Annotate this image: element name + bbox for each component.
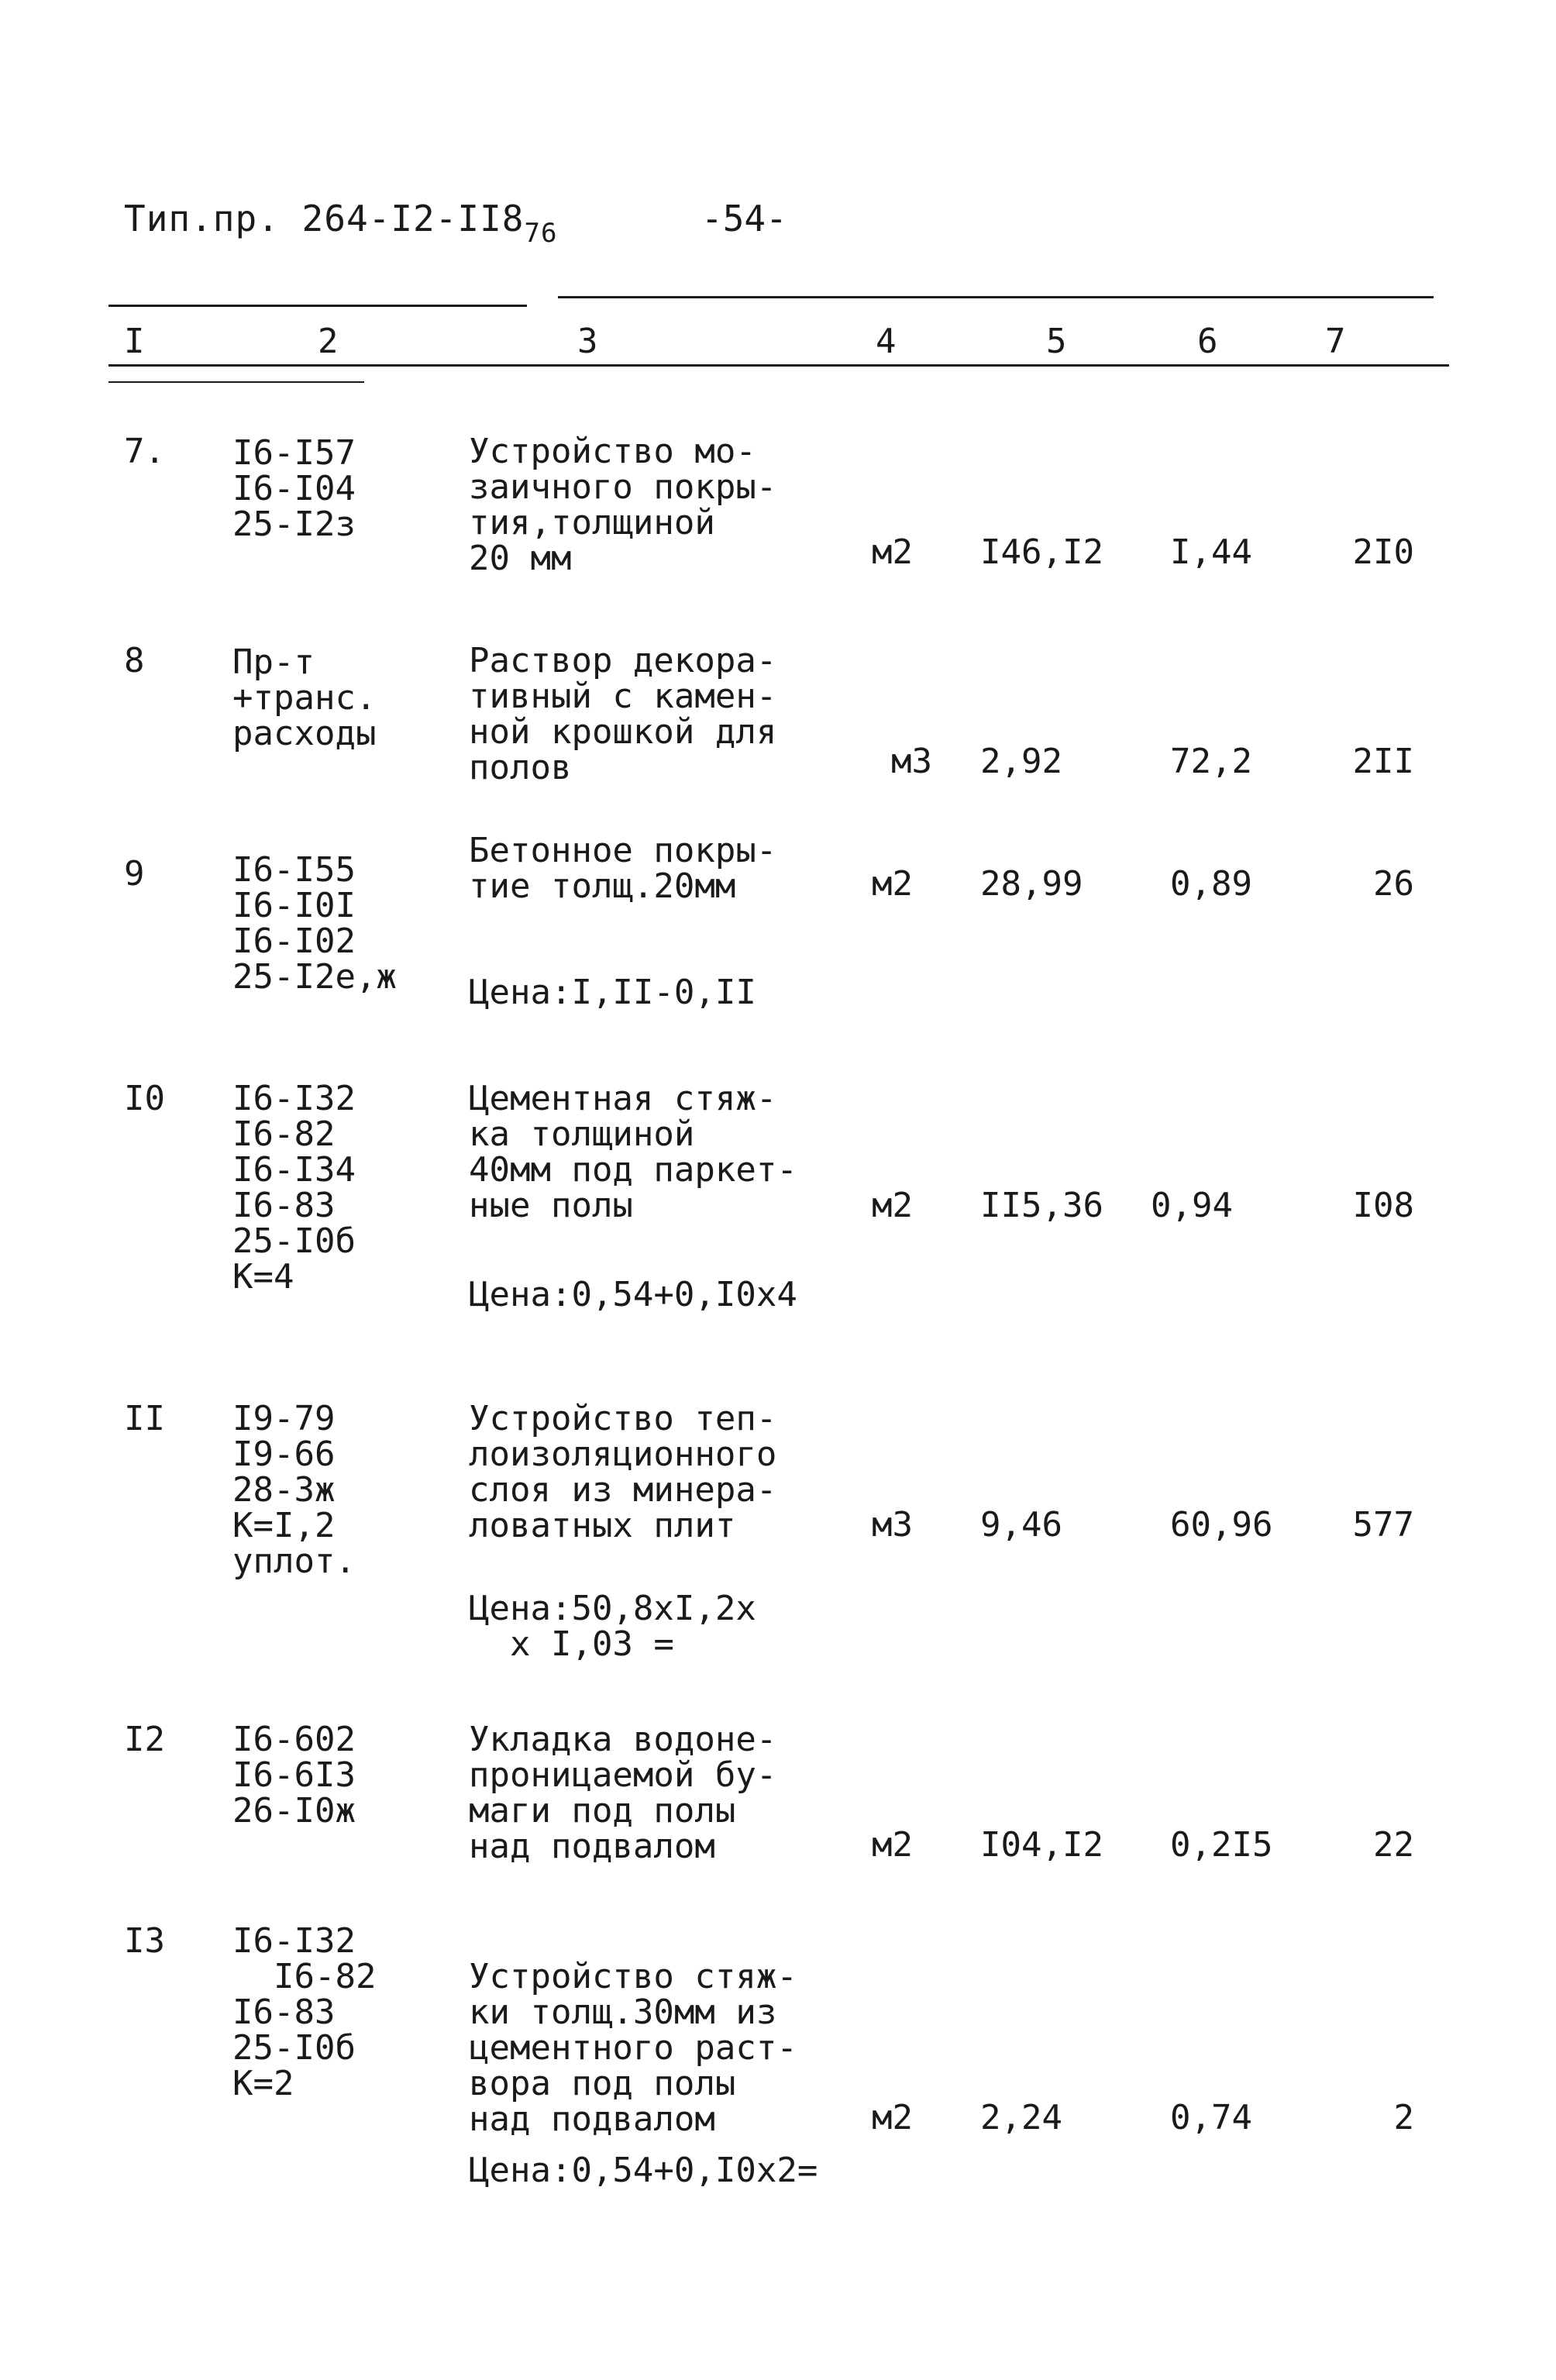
row-number: 9 bbox=[124, 854, 145, 894]
row-description: Раствор декора- тивный с камен- ной крошкой для полов bbox=[469, 641, 777, 787]
row-total: I08 bbox=[1352, 1186, 1414, 1225]
document-title-sub: 76 bbox=[524, 218, 558, 249]
row-description: Укладка водоне- проницаемой бу- маги под полы над подвалом bbox=[469, 1720, 777, 1866]
row-unit: м2 bbox=[872, 2098, 913, 2137]
column-number-5: 5 bbox=[1046, 322, 1067, 361]
table-top-rule-left bbox=[108, 305, 527, 307]
row-price-note: Цена:0,54+0,I0х2= bbox=[469, 2151, 818, 2190]
row-quantity: 2,92 bbox=[980, 742, 1062, 781]
row-price-note: Цена:50,8хI,2х х I,03 = bbox=[469, 1589, 756, 1664]
row-quantity: 2,24 bbox=[980, 2098, 1062, 2137]
row-unit-price: 0,74 bbox=[1170, 2098, 1252, 2137]
row-description: Цементная стяж- ка толщиной 40мм под паркет- ные полы bbox=[469, 1079, 797, 1225]
page-header bbox=[124, 198, 558, 249]
column-number-7: 7 bbox=[1325, 322, 1346, 361]
row-total: 22 bbox=[1373, 1825, 1414, 1865]
row-unit-price: 72,2 bbox=[1170, 742, 1252, 781]
row-number: I0 bbox=[124, 1079, 165, 1118]
row-price-note: Цена:I,II-0,II bbox=[469, 973, 756, 1012]
row-codes: I6-602 I6-6I3 26-I0ж bbox=[232, 1720, 356, 1831]
row-description: Устройство стяж- ки толщ.30мм из цементного раст- вора под полы над подвалом bbox=[469, 1957, 797, 2139]
row-number: 7. bbox=[124, 432, 165, 471]
row-unit-price: 0,2I5 bbox=[1170, 1825, 1273, 1865]
row-unit-price: I,44 bbox=[1170, 532, 1252, 572]
row-quantity: 9,46 bbox=[980, 1505, 1062, 1545]
row-total: 2II bbox=[1352, 742, 1414, 781]
column-number-4: 4 bbox=[876, 322, 897, 361]
row-codes: I6-I57 I6-I04 25-I2з bbox=[232, 433, 356, 544]
row-unit: м3 bbox=[891, 742, 932, 781]
row-unit: м2 bbox=[872, 1186, 913, 1225]
row-unit-price: 60,96 bbox=[1170, 1505, 1273, 1545]
table-header-rule-short bbox=[108, 381, 364, 383]
column-number-1: I bbox=[124, 322, 145, 361]
row-unit-price: 0,94 bbox=[1151, 1186, 1233, 1225]
row-total: 26 bbox=[1373, 864, 1414, 904]
row-unit: м2 bbox=[872, 864, 913, 904]
row-total: 2 bbox=[1393, 2098, 1414, 2137]
row-unit: м2 bbox=[872, 532, 913, 572]
row-quantity: 28,99 bbox=[980, 864, 1083, 904]
row-unit: м2 bbox=[872, 1825, 913, 1865]
row-price-note: Цена:0,54+0,I0х4 bbox=[469, 1275, 797, 1314]
column-number-3: 3 bbox=[577, 322, 598, 361]
row-codes: I6-I55 I6-I0I I6-I02 25-I2е,ж bbox=[232, 850, 397, 997]
page-number: -54- bbox=[701, 198, 787, 239]
table-top-rule-right bbox=[558, 296, 1434, 298]
row-description: Устройство мо- заичного покры- тия,толщиной 20 мм bbox=[469, 432, 777, 578]
row-quantity: II5,36 bbox=[980, 1186, 1103, 1225]
table-header-rule bbox=[108, 364, 1449, 367]
row-number: I2 bbox=[124, 1720, 165, 1759]
column-number-2: 2 bbox=[318, 322, 339, 361]
row-codes: I6-I32 I6-82 I6-83 25-I0б К=2 bbox=[232, 1921, 377, 2103]
column-number-6: 6 bbox=[1197, 322, 1218, 361]
row-quantity: I04,I2 bbox=[980, 1825, 1103, 1865]
row-codes: I6-I32 I6-82 I6-I34 I6-83 25-I0б К=4 bbox=[232, 1079, 356, 1297]
row-description: Бетонное покры- тие толщ.20мм bbox=[469, 831, 777, 906]
row-number: 8 bbox=[124, 641, 145, 680]
row-description: Устройство теп- лоизоляционного слоя из минера- ловатных плит bbox=[469, 1399, 777, 1545]
row-codes: Пр-т +транс. расходы bbox=[232, 642, 377, 753]
row-total: 2I0 bbox=[1352, 532, 1414, 572]
row-total: 577 bbox=[1352, 1505, 1414, 1545]
row-unit-price: 0,89 bbox=[1170, 864, 1252, 904]
row-quantity: I46,I2 bbox=[980, 532, 1103, 572]
row-unit: м3 bbox=[872, 1505, 913, 1545]
row-codes: I9-79 I9-66 28-3ж К=I,2 уплот. bbox=[232, 1399, 356, 1581]
document-title: Тип.пр. 264-I2-II8 bbox=[124, 198, 525, 239]
row-number: I3 bbox=[124, 1921, 165, 1961]
row-number: II bbox=[124, 1399, 165, 1438]
